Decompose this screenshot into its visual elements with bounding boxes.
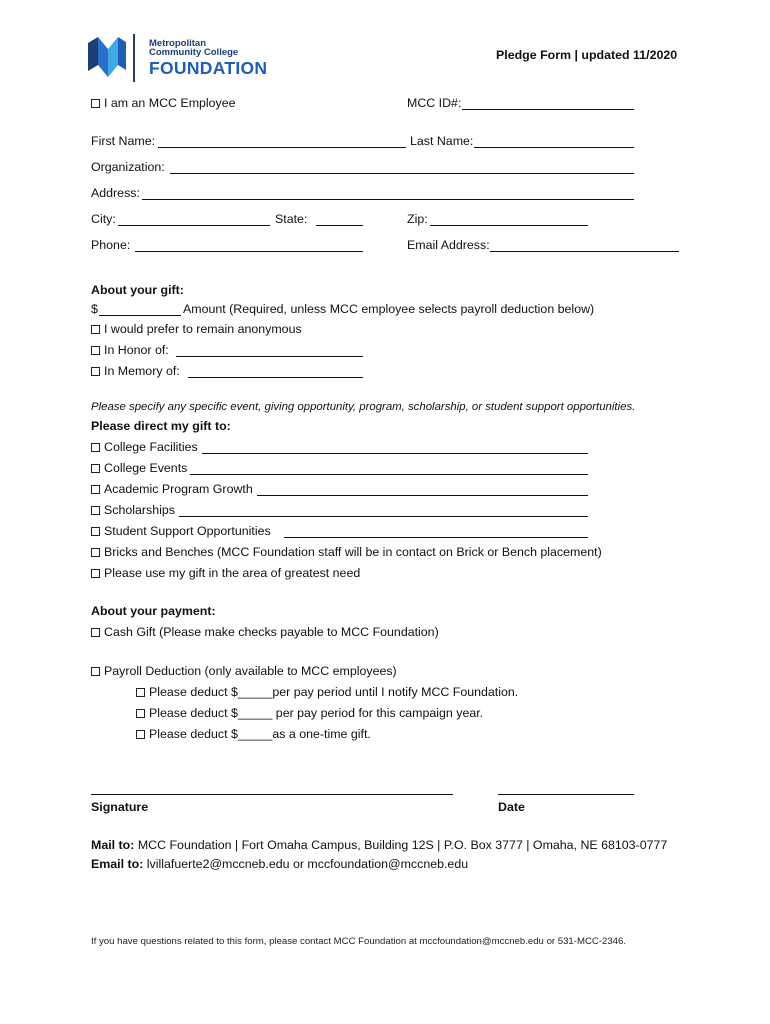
date-field[interactable]	[498, 794, 634, 795]
cash-checkbox[interactable]	[91, 628, 100, 637]
deduct-prefix: Please deduct $	[149, 727, 238, 741]
mail-text: MCC Foundation | Fort Omaha Campus, Building 12S | P.O. Box 3777 | Omaha, NE 68103-0777	[137, 838, 668, 852]
direct-option-row[interactable]	[91, 545, 602, 559]
deduct-blank[interactable]: _____	[237, 685, 273, 699]
mail-label: Mail to:	[91, 838, 135, 852]
mcc-id-label: MCC ID#:	[407, 96, 462, 110]
deduct-text: per pay period until I notify MCC Foundation.	[272, 685, 519, 699]
direct-option-label: Bricks and Benches (MCC Foundation staff will be in contact on Brick or Bench placement)	[104, 545, 602, 559]
payment-heading: About your payment:	[91, 604, 216, 618]
mcc-logo-icon	[88, 37, 128, 81]
payroll-checkbox[interactable]	[91, 667, 100, 676]
deduct-checkbox[interactable]	[136, 730, 145, 739]
email-line	[91, 857, 468, 871]
deduct-prefix: Please deduct $	[149, 685, 238, 699]
mail-line	[91, 838, 667, 852]
phone-field[interactable]	[135, 251, 363, 252]
memory-row[interactable]	[91, 364, 180, 378]
deduct-row-3[interactable]	[136, 727, 371, 741]
employee-checkbox-label: I am an MCC Employee	[104, 96, 236, 110]
first-name-field[interactable]	[158, 147, 406, 148]
direct-option-label: Scholarships	[104, 503, 175, 517]
direct-option-checkbox[interactable]	[91, 548, 100, 557]
direct-option-row[interactable]	[91, 440, 198, 454]
payroll-label: Payroll Deduction (only available to MCC employees)	[104, 664, 397, 678]
signature-label: Signature	[91, 800, 149, 814]
amount-label: Amount (Required, unless MCC employee selects payroll deduction below)	[183, 302, 595, 316]
deduct-checkbox[interactable]	[136, 709, 145, 718]
city-label: City:	[91, 212, 116, 226]
direct-option-label: College Facilities	[104, 440, 198, 454]
email-label: Email Address:	[407, 238, 490, 252]
email-to-text: lvillafuerte2@mccneb.edu or mccfoundation@mccneb.edu	[146, 857, 469, 871]
direct-option-checkbox[interactable]	[91, 506, 100, 515]
signature-field[interactable]	[91, 794, 453, 795]
logo-divider	[133, 34, 135, 82]
direct-option-field[interactable]	[190, 474, 588, 475]
date-label: Date	[498, 800, 525, 814]
gift-heading: About your gift:	[91, 283, 184, 297]
address-label: Address:	[91, 186, 140, 200]
address-field[interactable]	[142, 199, 634, 200]
city-field[interactable]	[118, 225, 270, 226]
direct-instruction: Please specify any specific event, giving opportunity, program, scholarship, or student support opportunities.	[91, 401, 636, 413]
footer-note: If you have questions related to this form, please contact MCC Foundation at mccfoundation@mccneb.edu or 531-MCC-2346.	[91, 936, 627, 947]
logo-line-1: Metropolitan	[149, 38, 206, 49]
deduct-text: as a one-time gift.	[272, 727, 371, 741]
form-title: Pledge Form | updated 11/2020	[496, 48, 678, 62]
direct-option-label: Student Support Opportunities	[104, 524, 271, 538]
deduct-row-2[interactable]	[136, 706, 483, 720]
phone-label: Phone:	[91, 238, 131, 252]
honor-checkbox[interactable]	[91, 346, 100, 355]
memory-checkbox[interactable]	[91, 367, 100, 376]
deduct-blank[interactable]: _____	[237, 727, 273, 741]
logo-line-2: Community College	[149, 47, 239, 58]
direct-option-row[interactable]	[91, 503, 175, 517]
direct-option-field[interactable]	[179, 516, 588, 517]
direct-option-checkbox[interactable]	[91, 569, 100, 578]
email-to-label: Email to:	[91, 857, 144, 871]
direct-option-row[interactable]	[91, 461, 187, 475]
anonymous-row[interactable]	[91, 322, 302, 336]
direct-option-checkbox[interactable]	[91, 443, 100, 452]
logo-line-3: FOUNDATION	[149, 58, 268, 78]
direct-option-row[interactable]	[91, 566, 360, 580]
organization-field[interactable]	[170, 173, 634, 174]
memory-field[interactable]	[188, 377, 363, 378]
direct-option-label: Academic Program Growth	[104, 482, 253, 496]
cash-label: Cash Gift (Please make checks payable to MCC Foundation)	[104, 625, 439, 639]
deduct-text: per pay period for this campaign year.	[275, 706, 484, 720]
dollar-sign: $	[91, 302, 98, 316]
honor-field[interactable]	[176, 356, 363, 357]
state-field[interactable]	[316, 225, 363, 226]
first-name-label: First Name:	[91, 134, 156, 148]
deduct-checkbox[interactable]	[136, 688, 145, 697]
deduct-row-1[interactable]	[136, 685, 518, 699]
direct-option-checkbox[interactable]	[91, 527, 100, 536]
logo	[88, 34, 268, 84]
employee-checkbox[interactable]	[91, 99, 100, 108]
direct-option-field[interactable]	[202, 453, 588, 454]
cash-row[interactable]	[91, 625, 439, 639]
direct-option-checkbox[interactable]	[91, 464, 100, 473]
direct-option-label: College Events	[104, 461, 188, 475]
last-name-field[interactable]	[474, 147, 634, 148]
direct-option-row[interactable]	[91, 482, 253, 496]
direct-option-label: Please use my gift in the area of greatest need	[104, 566, 361, 580]
state-label: State:	[275, 212, 308, 226]
memory-label: In Memory of:	[104, 364, 180, 378]
deduct-prefix: Please deduct $	[149, 706, 238, 720]
honor-label: In Honor of:	[104, 343, 169, 357]
anonymous-checkbox[interactable]	[91, 325, 100, 334]
amount-field[interactable]	[99, 315, 181, 316]
direct-option-field[interactable]	[284, 537, 588, 538]
honor-row[interactable]	[91, 343, 169, 357]
mcc-id-field[interactable]	[462, 109, 634, 110]
employee-checkbox-row[interactable]	[91, 96, 236, 110]
deduct-blank[interactable]: _____	[237, 706, 273, 720]
direct-option-checkbox[interactable]	[91, 485, 100, 494]
zip-label: Zip:	[407, 212, 428, 226]
last-name-label: Last Name:	[410, 134, 474, 148]
email-field[interactable]	[490, 251, 679, 252]
anonymous-label: I would prefer to remain anonymous	[104, 322, 302, 336]
direct-heading: Please direct my gift to:	[91, 419, 231, 433]
organization-label: Organization:	[91, 160, 165, 174]
zip-field[interactable]	[430, 225, 588, 226]
direct-option-field[interactable]	[257, 495, 588, 496]
direct-option-row[interactable]	[91, 524, 271, 538]
payroll-row[interactable]	[91, 664, 397, 678]
